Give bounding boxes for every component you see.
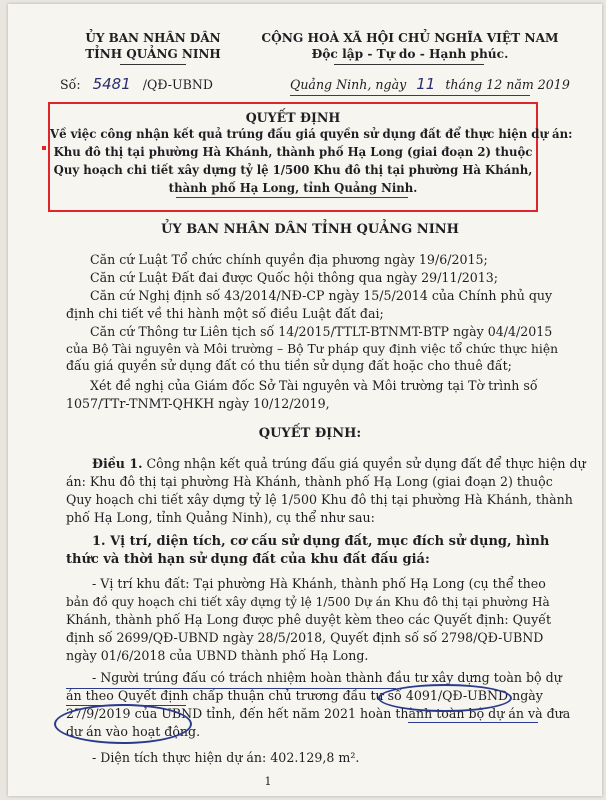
- pen-underline-winner-3: [408, 722, 538, 723]
- article1-first-line: [92, 456, 586, 472]
- preamble-line: định chi tiết về thi hành một số điều Luật đất đai;: [66, 306, 384, 321]
- section1-heading: 1. Vị trí, diện tích, cơ cấu sử dụng đất, mục đích sử dụng, hình: [92, 534, 550, 549]
- agency-underline: [120, 64, 186, 65]
- motto: Độc lập - Tự do - Hạnh phúc.: [311, 47, 509, 61]
- preamble-line: Căn cứ Luật Đất đai được Quốc hội thông qua ngày 29/11/2013;: [90, 270, 498, 285]
- preamble-line: Căn cứ Thông tư Liên tịch số 14/2015/TTLT-BTNMT-BTP ngày 04/4/2015: [90, 324, 553, 339]
- pen-circle-date: [54, 704, 192, 744]
- page-number: 1: [264, 775, 272, 788]
- title-line-4: thành phố Hạ Long, tỉnh Quảng Ninh.: [168, 181, 418, 195]
- date-line: [290, 76, 570, 93]
- area-line: - Diện tích thực hiện dự án: 402.129,8 m².: [92, 750, 360, 765]
- article1-text: Công nhận kết quả trúng đấu giá quyền sử dụng đất để thực hiện dự: [146, 456, 586, 471]
- article1-line: án: Khu đô thị tại phường Hà Khánh, thành phố Hạ Long (giai đoạn 2) thuộc: [66, 474, 553, 489]
- nation-line: CỘNG HOÀ XÃ HỘI CHỦ NGHĨA VIỆT NAM: [261, 31, 559, 45]
- decision-title: QUYẾT ĐỊNH: [245, 110, 341, 125]
- preamble-line: Căn cứ Luật Tổ chức chính quyền địa phương ngày 19/6/2015;: [90, 252, 488, 267]
- winner-line: 27/9/2019 của UBND tỉnh, đến hết năm 2021 hoàn thành toàn bộ dự án và đưa: [66, 706, 571, 721]
- document-page: [8, 4, 602, 796]
- date-day-handwritten: 11: [416, 75, 436, 93]
- title-line-1: Về việc công nhận kết quả trúng đấu giá quyền sử dụng đất để thực hiện dự án:: [50, 127, 573, 141]
- red-dot-marker: [42, 146, 46, 150]
- pen-circle-decision-number: [378, 684, 512, 712]
- agency-line2: TỈNH QUẢNG NINH: [85, 47, 221, 61]
- number-prefix: Số:: [60, 77, 81, 92]
- location-line: - Vị trí khu đất: Tại phường Hà Khánh, thành phố Hạ Long (cụ thể theo: [92, 576, 546, 591]
- doc-number: [60, 76, 213, 93]
- decision-heading: QUYẾT ĐỊNH:: [258, 426, 362, 441]
- section1-heading-cont: thức và thời hạn sử dụng đất của khu đất đấu giá:: [66, 552, 430, 567]
- number-suffix: /QĐ-UBND: [142, 77, 214, 92]
- preamble-line: Xét đề nghị của Giám đốc Sở Tài nguyên và Môi trường tại Tờ trình số: [90, 378, 538, 393]
- agency-line1: ỦY BAN NHÂN DÂN: [85, 31, 221, 45]
- location-line: Khánh, thành phố Hạ Long được phê duyệt kèm theo các Quyết định: Quyết: [66, 612, 552, 627]
- winner-line: dự án vào hoạt động.: [66, 724, 201, 739]
- number-handwritten: 5481: [92, 75, 131, 93]
- winner-line: - Người trúng đấu có trách nhiệm hoàn thành đầu tư xây dựng toàn bộ dự: [92, 670, 562, 685]
- pen-underline-winner-1: [66, 688, 396, 689]
- title-line-2: Khu đô thị tại phường Hà Khánh, thành phố Hạ Long (giai đoạn 2) thuộc: [53, 145, 533, 159]
- title-pen-underline: [176, 197, 408, 198]
- issuing-authority: ỦY BAN NHÂN DÂN TỈNH QUẢNG NINH: [161, 222, 459, 237]
- date-rest: tháng 12 năm 2019: [445, 77, 570, 92]
- article1-label: Điều 1.: [92, 456, 143, 471]
- title-line-3: Quy hoạch chi tiết xây dựng tỷ lệ 1/500 Khu đô thị tại phường Hà Khánh,: [53, 163, 533, 177]
- article1-line: phố Hạ Long, tỉnh Quảng Ninh), cụ thể như sau:: [66, 510, 375, 525]
- preamble-line: 1057/TTr-TNMT-QHKH ngày 10/12/2019,: [66, 396, 330, 411]
- motto-underline: [334, 64, 484, 65]
- location-line: bản đồ quy hoạch chi tiết xây dựng tỷ lệ 1/500 Dự án Khu đô thị tại phường Hà: [66, 595, 550, 609]
- date-pen-underline: [290, 95, 530, 96]
- article1-line: Quy hoạch chi tiết xây dựng tỷ lệ 1/500 Khu đô thị tại phường Hà Khánh, thành: [66, 492, 573, 507]
- preamble-line: Căn cứ Nghị định số 43/2014/NĐ-CP ngày 15/5/2014 của Chính phủ quy: [90, 288, 553, 303]
- location-line: định số 2699/QĐ-UBND ngày 28/5/2018, Quyết định số số 2798/QĐ-UBND: [66, 630, 544, 645]
- date-place: Quảng Ninh, ngày: [290, 77, 407, 92]
- preamble-line: của Bộ Tài nguyên và Môi trường – Bộ Tư pháp quy định việc tổ chức thực hiện: [66, 342, 559, 356]
- winner-line: án theo Quyết định chấp thuận chủ trương đầu tư số 4091/QĐ-UBND ngày: [66, 688, 543, 703]
- location-line: ngày 01/6/2018 của UBND thành phố Hạ Long.: [66, 648, 369, 663]
- preamble-line: đấu giá quyền sử dụng đất có thu tiền sử dụng đất hoặc cho thuê đất;: [66, 358, 512, 373]
